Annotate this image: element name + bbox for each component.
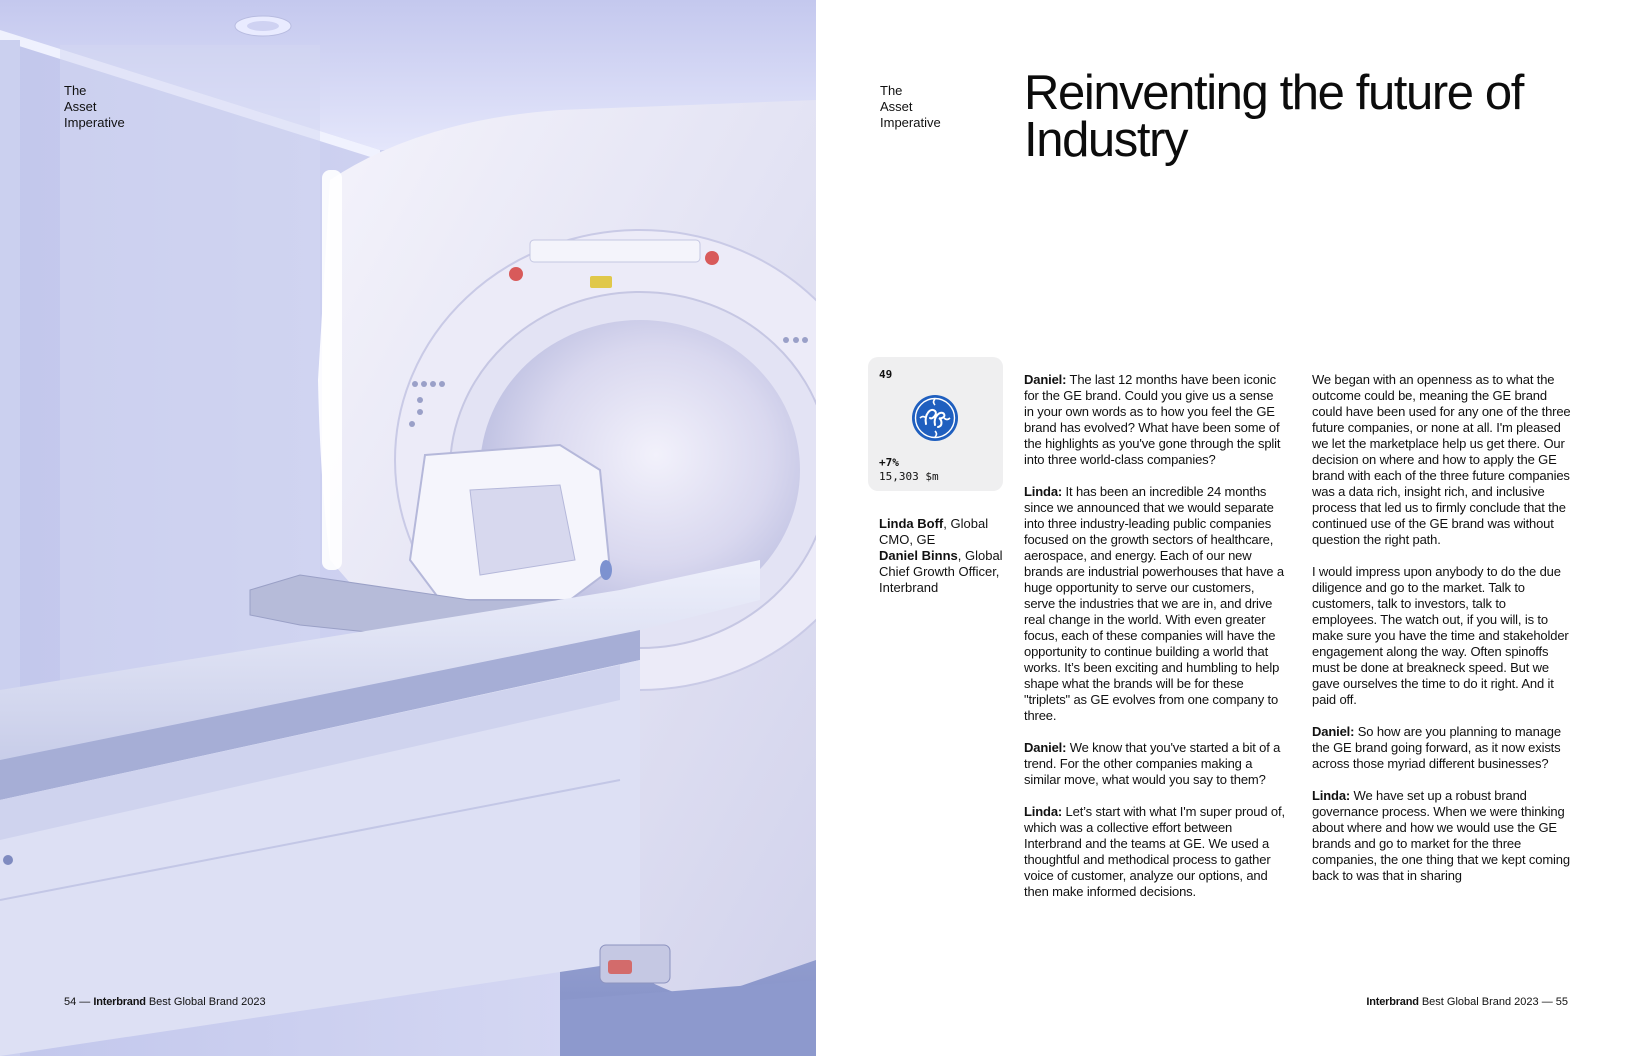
ge-monogram-icon: [911, 394, 959, 442]
folio-brand: Interbrand: [1366, 996, 1419, 1008]
paragraph-text: The last 12 months have been iconic for the GE brand. Could you give us a sense in your own words as to how you feel the GE brand has evolved? What have been some of the highlights as you've gone through the split into three world-class companies?: [1024, 372, 1281, 467]
participant-name: Linda Boff: [879, 516, 944, 531]
interview-paragraph: [1024, 484, 1286, 724]
page-folio-right: [1366, 995, 1568, 1009]
participant-role: Global Chief Growth Officer, Interbrand: [879, 548, 1003, 595]
paragraph-text: We have set up a robust brand governance process. When we were thinking about where and how we would use the GE brands and go to market for the three companies, the one thing that we kept coming back to was that in sharing: [1312, 788, 1570, 883]
folio-page-number: — 55: [1541, 996, 1568, 1008]
interview-paragraph: [1024, 740, 1286, 788]
participant-name: Daniel Binns: [879, 548, 958, 563]
interview-participants: [879, 516, 1009, 596]
speaker-name: Daniel:: [1024, 372, 1067, 387]
interview-paragraph: [1024, 804, 1286, 900]
brand-rank: 49: [879, 368, 893, 381]
speaker-name: Linda:: [1024, 804, 1063, 819]
speaker-name: Daniel:: [1024, 740, 1067, 755]
paragraph-text: It has been an incredible 24 months since we announced that we would separate into three industry-leading public companies focused on the growth sectors of healthcare, aerospace, and energy. Each of our new brands are industrial powerhouses that have a huge opportunity to serve our customers, serve the industries that we are in, and drive real change in the world. With even greater focus, each of these companies will have the opportunity to continue building a world that works. It’s been exciting and humbling to help shape what the brands will be for these "triplets" as GE evolves from one company to three.: [1024, 484, 1284, 723]
section-label: The Asset Imperative: [64, 83, 125, 130]
interview-column-1: [1024, 372, 1286, 916]
section-label: The Asset Imperative: [880, 83, 941, 130]
folio-title: Best Global Brand 2023: [148, 996, 266, 1008]
paragraph-text: Let’s start with what I'm super proud of, which was a collective effort between Interbrand and the teams at GE. We used a thoughtful and methodical process to gather voice of customer, analyze our options, and then make informed decisions.: [1024, 804, 1285, 899]
paragraph-text: I would impress upon anybody to do the due diligence and go to the market. Talk to customers, talk to investors, talk to employees. The watch out, if you will, is to make sure you have the time and stakeholder engagement along the way. Often spinoffs must be done at breakneck speed. But we gave ourselves the time to do it right. And it paid off.: [1312, 564, 1569, 707]
speaker-name: Daniel:: [1312, 724, 1355, 739]
interview-column-2: [1312, 372, 1574, 900]
folio-brand: Interbrand: [93, 996, 146, 1008]
brand-value: 15,303 $m: [879, 470, 939, 483]
speaker-name: Linda:: [1024, 484, 1063, 499]
participant: Daniel Binns, Global Chief Growth Officer, Interbrand: [879, 548, 1003, 595]
participant: Linda Boff, Global CMO, GE: [879, 516, 989, 547]
brand-value-change: +7%: [879, 456, 899, 469]
interview-paragraph: [1024, 372, 1286, 468]
brand-ranking-card: [868, 357, 1003, 491]
interview-paragraph: [1312, 564, 1574, 708]
paragraph-text: We know that you've started a bit of a trend. For the other companies making a similar move, what would you say to them?: [1024, 740, 1281, 787]
paragraph-text: So how are you planning to manage the GE brand going forward, as it now exists across those myriad different businesses?: [1312, 724, 1561, 771]
interview-paragraph: [1312, 724, 1574, 772]
page-title: Reinventing the future of Industry: [1024, 66, 1523, 167]
interview-paragraph: [1312, 788, 1574, 884]
page-folio-left: [64, 995, 266, 1009]
right-page: [816, 0, 1632, 1056]
folio-title: Best Global Brand 2023: [1421, 996, 1539, 1008]
speaker-name: Linda:: [1312, 788, 1351, 803]
participant-role: Global CMO, GE: [879, 516, 989, 547]
interview-paragraph: [1312, 372, 1574, 548]
folio-page-number: 54 —: [64, 996, 91, 1008]
paragraph-text: We began with an openness as to what the outcome could be, meaning the GE brand could have been used for any one of the three future companies, or none at all. I'm pleased we let the marketplace help us get there. Our decision on where and how to apply the GE brand with each of the three future companies was a data rich, insight rich, and inclusive process that led us to firmly conclude that the continued use of the GE brand was without question the right path.: [1312, 372, 1571, 547]
